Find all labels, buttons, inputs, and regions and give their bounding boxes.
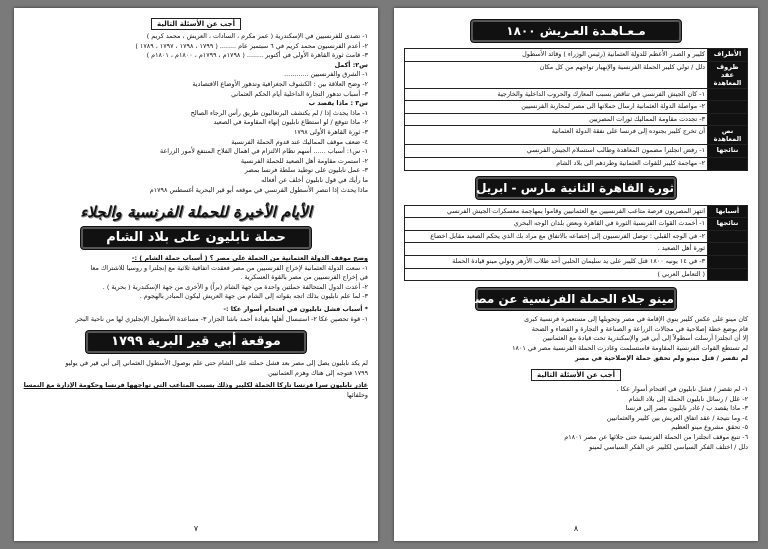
row-side-label: نتائجها [708,145,748,158]
page-right [394,8,758,541]
row-side-label: ظروف عقد المعاهدة [708,61,748,88]
table-row [405,145,748,158]
question-item: ٥- تحقق مشروع مينو العظيم [671,423,748,432]
row-side-label [708,268,748,281]
table-row [405,49,748,62]
sham-line: ٢- أعدت الدول المتحالفة حملتين واحدة من جهة الشام (براً) و الأخرى من جهة الإسكندرية ( بحرية ) . [102,282,368,291]
table-row [405,126,748,145]
row-side-label [708,113,748,126]
answer-item: س٢: أكمل [334,60,368,69]
row-text: ١- كان الجيش الفرنسي في تناقص بسبب المعارك والحروب الداخلية والخارجية [405,88,708,101]
abuqir-line: غادر نابليون سرا فرنسا تاركا الحملة لكليبر وذلك بسبب المتاعب التي تواجهها فرنسا وحكومة الإدارة مع النمسا [23,381,368,390]
menou-line: لم تقصر / قتل مينو ولم تحقق حملة الإصلاحية في مصر [574,353,748,362]
treaty-banner: مـعـاهـدة العـريش ١٨٠٠ [471,20,681,42]
row-side-label [708,243,748,256]
row-text: كليبر و الصدر الأعظم للدولة العثمانية (رئيس الوزراء ) وقائد الأسطول [405,49,708,62]
answer-item: ٣- أسباب تدهور التجارة الداخلية أيام الحكم العثماني [231,89,368,98]
answer-item: ٢- أعدم الفرنسيون محمد كريم في ٦ سبتمبر عام ........ ( ١٧٩٩ ، ١٧٩٨ ، ١٧٩٧ ، ١٧٨٩ ) [135,41,368,50]
abuqir-line: لم يكد نابليون يصل إلى مصر بعد فشل حملته على الشام حتى علم بوصول الأسطول العثماني إلى أبي قير في يوليو [65,359,368,368]
sham-line: ١- سعت الدولة العثمانية لإخراج الفرنسيين من مصر فعقدت اتفاقية ثلاثية مع إنجلترا و روسيا للاشتراك معا [90,263,368,272]
revolt-banner: ثورة القاهرة الثانية مارس - ابريل ١٨٠٠ [476,177,676,199]
question-item: ٤- وما نتيجة / عقد اتفاق العريش بين كليبر والعثمانيين [606,413,748,422]
page-left [14,8,378,541]
row-text: ٢- في الوجه القبلي : توصل الفرنسيون إلى إخضاعه بالاتفاق مع مراد بك الذي يحكم الصعيد مقابل اخضاع [405,230,708,243]
section-ribbon-title: الأيام الأخيرة للحملة الفرنسية والجلاء [80,203,312,222]
table-row [405,101,748,114]
answer-item: ٤- ضعف موقف المماليك عند قدوم الحملة الفرنسية [231,137,368,146]
row-side-label [708,88,748,101]
questions-list [404,385,748,452]
menou-line: قام بوضع خطة إصلاحية في مجالات الزراعة و الصناعة و التجارة و القضاء و الصحة [531,324,748,333]
answer-item: ماذا يحدث إذا انتصر الأسطول الفرنسي في موقعه أبو قير البحرية أغسطس ١٧٩٨م [149,185,368,194]
table-row [405,61,748,88]
row-side-label [708,255,748,268]
page-number: ٨ [573,524,579,533]
sham-section [24,254,368,324]
row-text: ( التعامل العربي ) [405,268,708,281]
treaty-table [404,48,748,171]
row-text: ٣- تجددت مقاومة المماليك ثورات المصريين [405,113,708,126]
menou-line: كان مينو على عكس كليبر ينوي الإقامة في مصر وتحويلها إلى مستعمرة فرنسية كبرى [524,315,748,324]
row-text: ٢- مواصلة الدولة العثمانية ارسال حملاتها الى مصر لمحاربة الفرنسيين [405,101,708,114]
table-row [405,268,748,281]
page-number: ٧ [193,524,199,533]
table-row [405,113,748,126]
row-text: ٣- في ١٤ يونيه ١٨٠٠ قتل كليبر على يد سليمان الحلبي أحد طلاب الأزهر وتولي مينو قيادة الحملة [405,255,708,268]
answer-item: ٢- وضح العلاقة بين : الكشوف الجغرافية وتدهور الأوضاع الاقتصادية [192,79,368,88]
table-row [405,230,748,243]
row-side-label [708,157,748,170]
answer-item: ٣- عمل نابليون على توطيد سلطة فرنسا بمصر [244,166,368,175]
row-text: ثورة أهل الصعيد . [405,243,708,256]
abuqir-section [24,359,368,400]
row-text: ١- رفض انجلترا مضمون المعاهدة وطالب استسلام الجيش الفرنسي [405,145,708,158]
answers-title: أجب عن الأسئلة التالية [151,18,241,30]
question-item: ٣- ماذا يقصد ب / غادر نابليون مصر إلى فرنسا [625,404,748,413]
answer-item: ١- ماذا يحدث إذا / لم يكتشف البرتغاليون طريق رأس الرجاء الصالح [190,108,368,117]
abuqir-line: وحلفائها [346,391,368,400]
row-text: انتهز المصريون فرصة متاعب الفرنسيين مع العثمانيين وقاموا بمهاجمة معسكرات الجيش الفرنسي [405,205,708,218]
answer-item: ٢- استمرت مقاومة أهل الصعيد للحملة الفرنسية [240,156,368,165]
fail-question: * أسباب فشل نابليون في اقتحام أسوار عكا :- [223,305,368,314]
row-text: ٢- مهاجمة كليبر للقوات العثمانية وطردهم الى بلاد الشام [405,157,708,170]
fail-answer: ١- قوة تحصين عكا ٢- استبسال أهلها بقيادة أحمد باشا الجزار ٣- مساعدة الأسطول الإنجليزي لها من ناحية البحر [75,314,368,323]
answer-item: ما رأيك في قول نابليون أخلف عن أفعاله [261,175,368,184]
menou-banner: مينو جلاء الحملة الفرنسية عن مصر [476,288,676,310]
questions-title: أجب عن الأسئلة التالية [531,369,621,381]
menou-line: إلا أن انجلترا أرسلت أسطولاً إلى أبي قير والإسكندرية تحت قيادة مع العثمانيين [542,334,748,343]
answer-item: ٢- ماذا تتوقع / لو استطاع نابليون إنهاء المقاومة في الصعيد [213,118,368,127]
table-row [405,243,748,256]
menou-line: لم تستطع القوات الفرنسية المقاومة فاستسلمت وغادرت الحملة الفرنسية مصر في ١٨٠١ [512,343,748,352]
sham-heading: وضح موقف الدولة العثمانية من الحملة على مصر ؟ ( أسباب حملة الشام ) :- [131,254,368,263]
answer-item: ١- الشرق والفرنسيين ............ [284,70,368,79]
table-row [405,88,748,101]
answers-list [24,32,368,195]
table-row [405,157,748,170]
sham-line: ٣- لما علم نابليون بذلك اتجه بقواته إلى الشام من جهة العريش ليكون المبادر بالهجوم . [139,292,368,301]
table-row [405,218,748,231]
answer-item: ٣- ثورة القاهرة الأولى ١٧٩٨ [293,127,368,136]
row-text: ١- أخمدت القوات الفرنسية الثورة في القاهرة وبعض بلدان الوجه البحري [405,218,708,231]
row-text: دلل / تولي كليبر الحملة الفرنسية والإنهيار تواجهم من كل مكان [405,61,708,88]
question-item: ٦- تنبع موقف انجلترا من الحملة الفرنسية حتى جلائها عن مصر ١٨٠١م [564,433,748,442]
abuqir-line: ١٧٩٩ فتوجه إلى هناك وهزم العثمانيين [268,368,368,377]
table-row [405,205,748,218]
answer-item: ٣- قامت ثورة القاهرة الأولى في أكتوبر ........ ( ١٧٩٨م ، ١٧٩٩م ، ١٨٠٠م ، ١٨٠١م ) [146,51,368,60]
sham-banner: حملة نابليون على بلاد الشام [81,227,311,249]
question-item: ١- لم تقصر / فشل نابليون في اقتحام أسوار عكا . [616,385,748,394]
table-row [405,255,748,268]
row-text: أن تخرج كليبر بجنوده إلى فرنسا على نفقة الدولة العثمانية [405,126,708,145]
row-side-label: نتائجها [708,218,748,231]
answer-item: ١- تصدى للفرنسيين في الإسكندرية ( عمر مكرم ، السادات ، العريش ، محمد كريم ) [146,32,368,40]
row-side-label: نص المعاهدة [708,126,748,145]
row-side-label [708,230,748,243]
abuqir-banner: موقعة أبي قير البرية ١٧٩٩ [86,331,306,353]
row-side-label: أسبابها [708,205,748,218]
row-side-label [708,101,748,114]
row-side-label: الأطراف [708,49,748,62]
revolt-table [404,205,748,282]
sham-line: في إخراج الفرنسيين من مصر بالقوة العسكرية . [240,273,368,282]
answer-item: ١- س١: أسباب ...... أسهم نظام الالتزام في اهمال الفلاح المنتفع لأمور الزراعة [160,147,368,156]
question-item: دلل / اختلف الفكر السياسي لكليبر عن الفكر السياسي لمينو [589,442,748,451]
answer-item: س٣ : ماذا يقصد ب [308,99,368,108]
menou-section [404,315,748,363]
question-item: ٢- علل / رسائل نابليون الحملة إلى بلاد الشام [628,394,748,403]
